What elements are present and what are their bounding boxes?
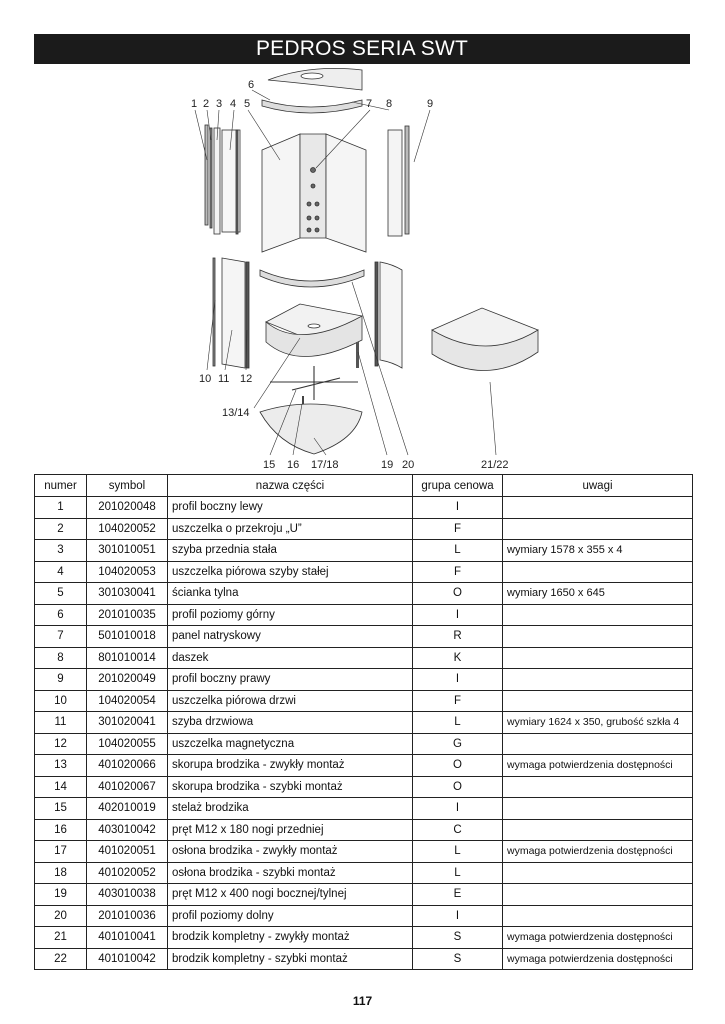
cell-name: stelaż brodzika [168, 798, 413, 820]
table-row [35, 733, 693, 755]
cell-group: I [413, 669, 503, 691]
cell-symbol: 104020054 [87, 690, 168, 712]
cell-name: profil boczny lewy [168, 497, 413, 519]
cell-group: I [413, 905, 503, 927]
cell-group: I [413, 604, 503, 626]
cell-note: wymaga potwierdzenia dostępności [503, 841, 693, 863]
table-header-row [35, 475, 693, 497]
cell-num: 20 [35, 905, 87, 927]
cell-symbol: 201020049 [87, 669, 168, 691]
label-2: 2 [203, 98, 210, 110]
left-profiles [205, 125, 240, 234]
cell-symbol: 401020052 [87, 862, 168, 884]
cell-symbol: 401010042 [87, 948, 168, 970]
table-row [35, 669, 693, 691]
cell-name: daszek [168, 647, 413, 669]
parts-table [34, 474, 693, 970]
cell-num: 13 [35, 755, 87, 777]
cell-num: 7 [35, 626, 87, 648]
cell-name: osłona brodzika - szybki montaż [168, 862, 413, 884]
table-row [35, 497, 693, 519]
cell-group: F [413, 561, 503, 583]
cell-group: S [413, 948, 503, 970]
cell-note [503, 647, 693, 669]
cell-symbol: 201010036 [87, 905, 168, 927]
door-glass-left [213, 258, 249, 368]
cell-note: wymaga potwierdzenia dostępności [503, 948, 693, 970]
cell-group: K [413, 647, 503, 669]
label-16: 16 [287, 459, 300, 471]
cell-num: 16 [35, 819, 87, 841]
cell-name: profil poziomy górny [168, 604, 413, 626]
cell-name: szyba przednia stała [168, 540, 413, 562]
tray-apron [260, 404, 362, 454]
cell-note [503, 690, 693, 712]
label-21-22: 21/22 [481, 459, 509, 471]
label-12: 12 [240, 373, 253, 385]
cell-group: E [413, 884, 503, 906]
header-numer: numer [35, 475, 87, 497]
cell-note: wymaga potwierdzenia dostępności [503, 755, 693, 777]
table-row [35, 905, 693, 927]
table-row [35, 862, 693, 884]
cell-num: 19 [35, 884, 87, 906]
cell-note [503, 798, 693, 820]
door-glass-right [375, 262, 402, 368]
cell-num: 14 [35, 776, 87, 798]
label-15: 15 [263, 459, 276, 471]
cell-note [503, 819, 693, 841]
cell-note: wymaga potwierdzenia dostępności [503, 927, 693, 949]
table-row [35, 798, 693, 820]
cell-note [503, 905, 693, 927]
cell-symbol: 401010041 [87, 927, 168, 949]
cell-group: L [413, 841, 503, 863]
cell-group: O [413, 755, 503, 777]
table-row [35, 518, 693, 540]
cell-symbol: 401020066 [87, 755, 168, 777]
bottom-profile [260, 270, 364, 287]
cell-group: O [413, 583, 503, 605]
cell-note: wymiary 1624 x 350, grubość szkła 4 [503, 712, 693, 734]
table-row [35, 690, 693, 712]
label-1: 1 [191, 98, 198, 110]
label-17-18: 17/18 [311, 459, 339, 471]
table-row [35, 776, 693, 798]
cell-symbol: 401020067 [87, 776, 168, 798]
cell-group: S [413, 927, 503, 949]
cell-symbol: 301030041 [87, 583, 168, 605]
label-6: 6 [248, 79, 255, 91]
cell-name: ścianka tylna [168, 583, 413, 605]
cell-num: 21 [35, 927, 87, 949]
parts-table-body [35, 497, 693, 970]
table-row [35, 583, 693, 605]
roof-part [262, 68, 362, 113]
page-number: 117 [352, 994, 373, 1008]
cell-num: 11 [35, 712, 87, 734]
cell-name: brodzik kompletny - zwykły montaż [168, 927, 413, 949]
cell-name: uszczelka o przekroju „U” [168, 518, 413, 540]
cell-symbol: 301010051 [87, 540, 168, 562]
back-panels [262, 134, 366, 252]
cell-group: L [413, 862, 503, 884]
cell-name: pręt M12 x 400 nogi bocznej/tylnej [168, 884, 413, 906]
label-3: 3 [216, 98, 223, 110]
cell-note: wymiary 1578 x 355 x 4 [503, 540, 693, 562]
table-row [35, 604, 693, 626]
cell-note [503, 669, 693, 691]
cell-note: wymiary 1650 x 645 [503, 583, 693, 605]
cell-num: 1 [35, 497, 87, 519]
table-row [35, 561, 693, 583]
cell-name: skorupa brodzika - zwykły montaż [168, 755, 413, 777]
cell-name: brodzik kompletny - szybki montaż [168, 948, 413, 970]
cell-note [503, 884, 693, 906]
cell-num: 5 [35, 583, 87, 605]
cell-name: uszczelka piórowa szyby stałej [168, 561, 413, 583]
cell-num: 10 [35, 690, 87, 712]
cell-group: R [413, 626, 503, 648]
cell-note [503, 497, 693, 519]
cell-num: 8 [35, 647, 87, 669]
cell-symbol: 104020052 [87, 518, 168, 540]
cell-group: I [413, 497, 503, 519]
cell-name: osłona brodzika - zwykły montaż [168, 841, 413, 863]
label-5: 5 [244, 98, 251, 110]
right-profiles [388, 126, 409, 236]
table-row [35, 540, 693, 562]
cell-group: F [413, 518, 503, 540]
table-row [35, 819, 693, 841]
cell-num: 6 [35, 604, 87, 626]
cell-num: 2 [35, 518, 87, 540]
table-row [35, 841, 693, 863]
cell-symbol: 301020041 [87, 712, 168, 734]
cell-symbol: 401020051 [87, 841, 168, 863]
cell-num: 22 [35, 948, 87, 970]
label-7: 7 [366, 98, 373, 110]
table-row [35, 626, 693, 648]
cell-group: C [413, 819, 503, 841]
cell-note [503, 626, 693, 648]
cell-group: L [413, 540, 503, 562]
label-4: 4 [230, 98, 237, 110]
label-10: 10 [199, 373, 212, 385]
cell-num: 12 [35, 733, 87, 755]
header-nazwa: nazwa części [168, 475, 413, 497]
cell-group: O [413, 776, 503, 798]
complete-tray [432, 308, 538, 371]
cell-symbol: 104020055 [87, 733, 168, 755]
page-title: PEDROS SERIA SWT [34, 34, 690, 64]
cell-symbol: 104020053 [87, 561, 168, 583]
cell-name: szyba drzwiowa [168, 712, 413, 734]
cell-group: I [413, 798, 503, 820]
cell-symbol: 801010014 [87, 647, 168, 669]
label-8: 8 [386, 98, 393, 110]
tray-frame [270, 366, 358, 400]
cell-symbol: 201020048 [87, 497, 168, 519]
cell-name: profil poziomy dolny [168, 905, 413, 927]
label-13-14: 13/14 [222, 407, 250, 419]
table-row [35, 884, 693, 906]
cell-num: 18 [35, 862, 87, 884]
header-grupa: grupa cenowa [413, 475, 503, 497]
table-row [35, 927, 693, 949]
cell-note [503, 862, 693, 884]
cell-symbol: 501010018 [87, 626, 168, 648]
cell-num: 4 [35, 561, 87, 583]
label-20: 20 [402, 459, 415, 471]
table-row [35, 755, 693, 777]
cell-name: skorupa brodzika - szybki montaż [168, 776, 413, 798]
table-row [35, 712, 693, 734]
cell-name: uszczelka piórowa drzwi [168, 690, 413, 712]
cell-symbol: 402010019 [87, 798, 168, 820]
label-11: 11 [218, 373, 230, 385]
cell-num: 9 [35, 669, 87, 691]
cell-num: 15 [35, 798, 87, 820]
cell-group: L [413, 712, 503, 734]
cell-num: 17 [35, 841, 87, 863]
shower-tray [266, 304, 362, 357]
cell-name: profil boczny prawy [168, 669, 413, 691]
header-uwagi: uwagi [503, 475, 693, 497]
cell-symbol: 403010042 [87, 819, 168, 841]
exploded-parts-diagram [0, 64, 725, 474]
table-row [35, 647, 693, 669]
cell-name: uszczelka magnetyczna [168, 733, 413, 755]
cell-group: G [413, 733, 503, 755]
cell-symbol: 403010038 [87, 884, 168, 906]
cell-note [503, 733, 693, 755]
table-row [35, 948, 693, 970]
label-9: 9 [427, 98, 434, 110]
cell-note [503, 561, 693, 583]
cell-name: pręt M12 x 180 nogi przedniej [168, 819, 413, 841]
cell-num: 3 [35, 540, 87, 562]
header-symbol: symbol [87, 475, 168, 497]
cell-note [503, 604, 693, 626]
label-19: 19 [381, 459, 394, 471]
cell-name: panel natryskowy [168, 626, 413, 648]
diagram-svg [0, 64, 725, 474]
cell-note [503, 518, 693, 540]
cell-symbol: 201010035 [87, 604, 168, 626]
cell-group: F [413, 690, 503, 712]
cell-note [503, 776, 693, 798]
